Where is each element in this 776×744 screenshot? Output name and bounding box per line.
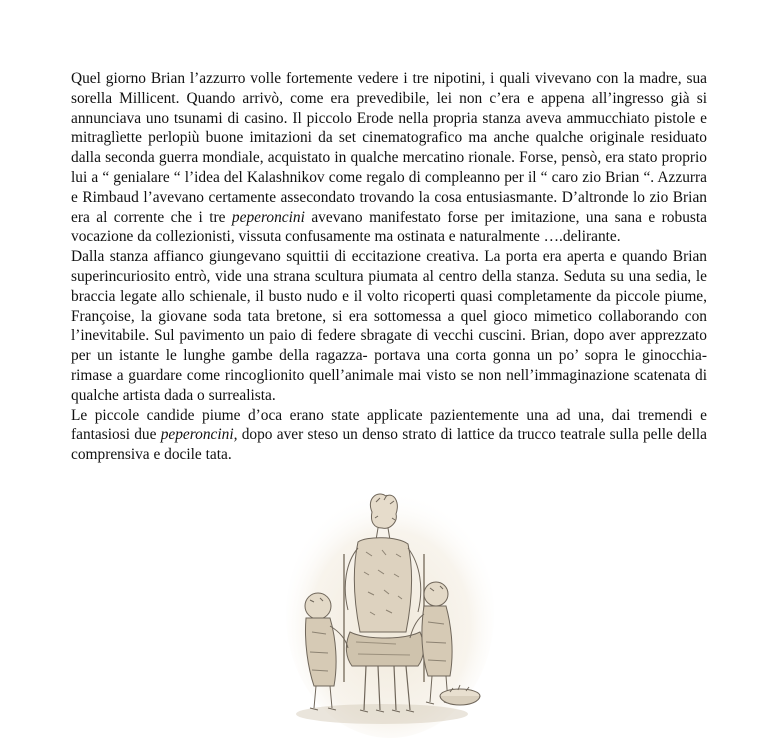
paragraph-2-run-1: Dalla stanza affianco giungevano squittii di eccitazione creativa. La porta era aperta e quando Brian superincuriosito entrò, vide una strana scultura piumata al centro della stanza. Seduta su una sedia, le braccia legate allo schienale, il busto nudo e il volto ricoperti quasi completamente da piccole piume, Françoise, la giovane soda tata bretone, si era sottomessa a quel gioco mimetico collaborando con l’inevitabile. Sul pavimento un paio di federe sbragate di vecchi cuscini. Brian, dopo aver apprezzato per un istante le lunghe gambe della ragazza- portava una corta gonna un po’ sopra le ginocchia- rimase a guardare come rincoglionito quell’animale mai visto se non nell’immaginazione scatenata di qualche artista dada o surrealista. — [71, 248, 707, 404]
paragraph-3-run-1: Le piccole candide piume d’oca erano state applicate pazientemente una ad una, dai tremendi e fantasiosi due — [71, 406, 707, 444]
paragraph-3-italic-peperoncini: peperoncini, — [160, 426, 238, 444]
sketch-illustration — [286, 482, 494, 738]
paragraph-1 — [71, 69, 707, 247]
paragraph-3-run-3: dopo aver steso un denso strato di lattice da trucco teatrale sulla pelle della comprensiva e docile tata. — [71, 426, 708, 464]
paragraph-3 — [71, 406, 707, 465]
sketch-svg — [286, 482, 494, 738]
paragraph-1-italic-peperoncini: peperoncini — [231, 208, 305, 226]
paragraph-1-run-1: Quel giorno Brian l’azzurro volle fortemente vedere i tre nipotini, i quali vivevano con la madre, sua sorella Millicent. Quando arrivò, come era prevedibile, lei non c’era e appena all’ingresso già si annunciava uno tsunami di casino. Il piccolo Erode nella propria stanza aveva ammucchiato pistole e mitraglìette perlopiù buone imitazioni da set cinematografico ma anche qualche originale residuato dalla seconda guerra mondiale, acquistato in qualche mercatino rionale. Forse, pensò, era stato proprio lui a “ genialare “ l’idea del Kalashnikov come regalo di compleanno per il “ caro zio Brian “. Azzurra e Rimbaud l’avevano certamente assecondato trovando la cosa entusiasmante. D’altronde lo zio Brian era al corrente che i tre — [71, 70, 707, 226]
floor-shadow — [296, 704, 468, 724]
paragraph-1-run-3: avevano manifestato forse per imitazione, una sana e robusta vocazione da collezionisti, vissuta confusamente ma ostinata e naturalmente ….delirante. — [71, 208, 707, 246]
paragraph-2 — [71, 247, 707, 405]
story-text — [71, 69, 707, 465]
